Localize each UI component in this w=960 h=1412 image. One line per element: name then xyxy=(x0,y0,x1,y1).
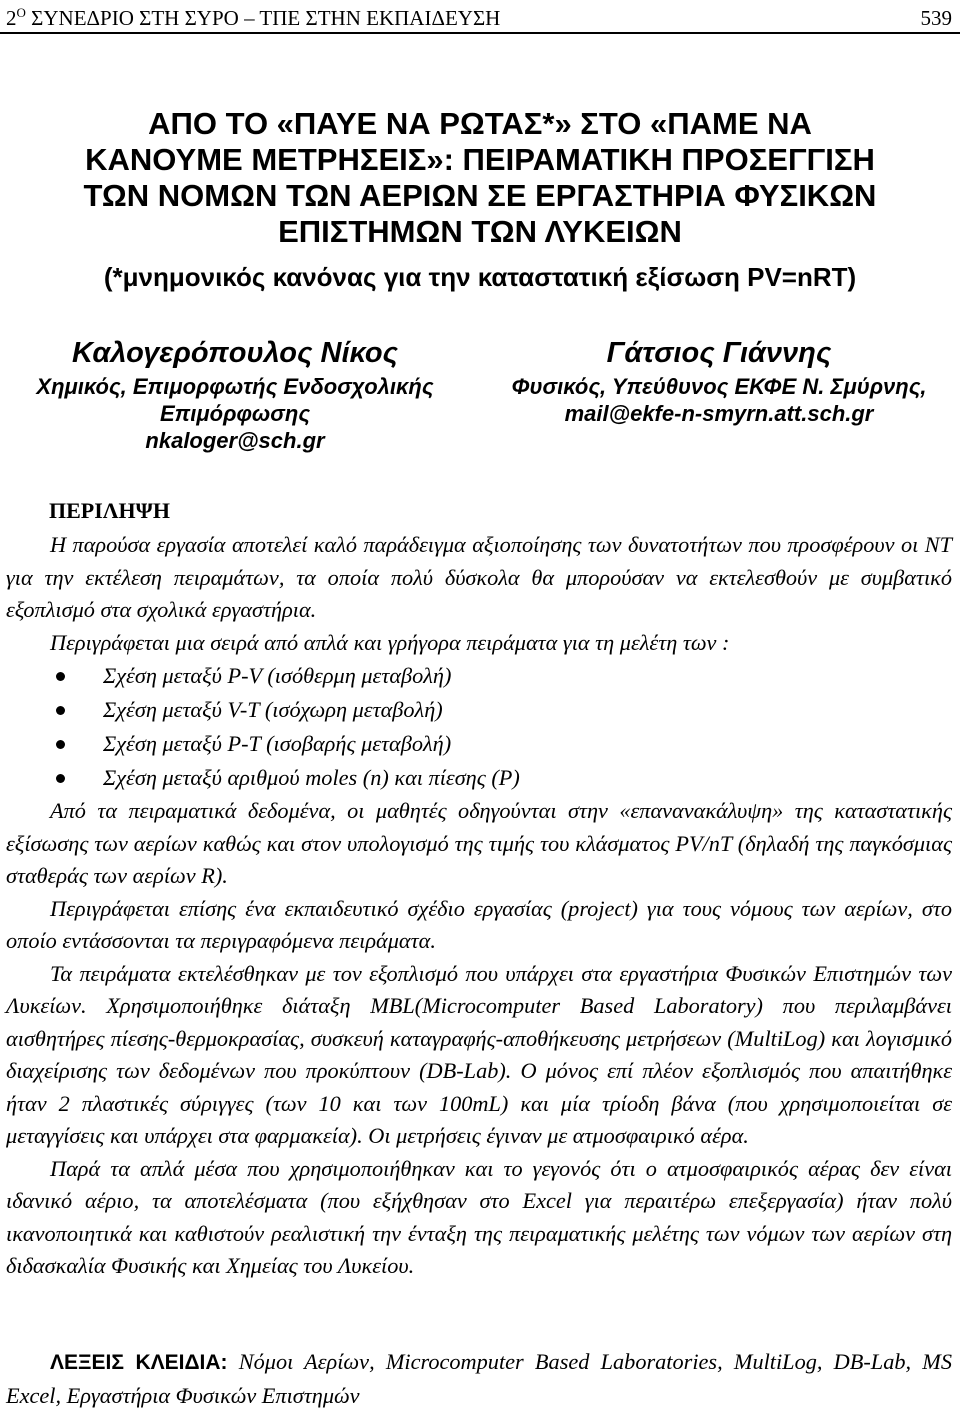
author-name: Γάτσιος Γιάννης xyxy=(606,337,832,369)
list-item xyxy=(6,727,952,761)
abstract-paragraph: Τα πειράματα εκτελέσθηκαν με τον εξοπλισμό που υπάρχει στα εργαστήρια Φυσικών Επιστημών των Λυκείων. Χρησιμοποιήθηκε διάταξη MBL(Microcomputer Based Laboratory) που περιλαμβάνει αισθητήρες πίεσης-θερμοκρασίας, συσκευή καταγραφής-αποθήκευσης μετρήσεων (MultiLog) και λογισμικό διαχείρισης των δεδομένων που προκύπτουν (DB-Lab). Ο μόνος επί πλέον εξοπλισμός που απαιτήθηκε ήταν 2 πλαστικές σύριγγες (των 10 και των 100mL) και μία τρίοδη βάνα (που χρησιμοποιείται σε μεταγγίσεις και υπάρχει στα φαρμακεία). Οι μετρήσεις έγιναν με ατμοσφαιρικό αέρα. xyxy=(6,960,952,1148)
abstract-heading: ΠΕΡΙΛΗΨΗ xyxy=(49,498,170,523)
bullet-icon xyxy=(56,672,65,681)
list-item-text: Σχέση μεταξύ V-T (ισόχωρη μεταβολή) xyxy=(103,697,443,722)
bullet-icon xyxy=(56,774,65,783)
abstract-paragraph: Περιγράφεται μια σειρά από απλά και γρήγορα πειράματα για τη μελέτη των : xyxy=(50,629,730,655)
list-item-text: Σχέση μεταξύ P-V (ισόθερμη μεταβολή) xyxy=(103,663,452,688)
conference-number: 2 xyxy=(6,6,17,30)
list-item xyxy=(6,659,952,693)
keywords xyxy=(6,1346,952,1412)
keywords-label: ΛΕΞΕΙΣ ΚΛΕΙΔΙΑ: xyxy=(50,1351,228,1374)
keywords-text: Νόμοι Αερίων, Microcomputer Based Laboratories, MultiLog, DB-Lab, MS Excel, Εργαστήρια Φυσικών Επιστημών xyxy=(6,1349,952,1408)
author-email: nkaloger@sch.gr xyxy=(145,428,325,453)
author-name: Καλογερόπουλος Νίκος xyxy=(72,337,398,369)
abstract-body xyxy=(6,529,952,1283)
running-header xyxy=(6,4,952,30)
list-item xyxy=(6,693,952,727)
abstract-paragraph: Περιγράφεται επίσης ένα εκπαιδευτικό σχέδιο εργασίας (project) για τους νόμους των αερίων, στο οποίο εντάσσονται τα περιγραφόμενα πειράματα. xyxy=(6,895,952,953)
conference-title: ΣΥΝΕΔΡΙΟ ΣΤΗ ΣΥΡΟ – ΤΠΕ ΣΤΗΝ ΕΚΠΑΙΔΕΥΣΗ xyxy=(25,6,501,30)
author-affiliation: Επιμόρφωσης xyxy=(159,401,311,426)
paper-title xyxy=(0,106,960,250)
bullet-icon xyxy=(56,706,65,715)
conference-name xyxy=(6,6,500,30)
author-block-2 xyxy=(478,336,960,427)
author-affiliation: Χημικός, Επιμορφωτής Ενδοσχολικής xyxy=(36,374,434,399)
author-block-1 xyxy=(0,336,470,454)
list-item xyxy=(6,761,952,795)
title-line: ΚΑΝΟΥΜΕ ΜΕΤΡΗΣΕΙΣ»: ΠΕΙΡΑΜΑΤΙΚΗ ΠΡΟΣΕΓΓΙΣΗ xyxy=(85,142,875,177)
header-rule xyxy=(0,32,960,34)
abstract-paragraph: Η παρούσα εργασία αποτελεί καλό παράδειγμα αξιοποίησης των δυνατοτήτων που προσφέρουν οι ΝΤ για την εκτέλεση πειραμάτων, τα οποία πολύ δύσκολα θα μπορούσαν να εκτελεσθούν με συμβατικό εξοπλισμό στα σχολικά εργαστήρια. xyxy=(6,532,952,622)
conference-ordinal: Ο xyxy=(16,5,26,20)
page-number: 539 xyxy=(920,6,952,30)
title-line: ΤΩΝ ΝΟΜΩΝ ΤΩΝ ΑΕΡΙΩΝ ΣΕ ΕΡΓΑΣΤΗΡΙΑ ΦΥΣΙΚΩΝ xyxy=(83,178,877,213)
list-item-text: Σχέση μεταξύ αριθμού moles (n) και πίεσης (P) xyxy=(103,765,520,790)
title-line: ΕΠΙΣΤΗΜΩΝ ΤΩΝ ΛΥΚΕΙΩΝ xyxy=(278,214,682,249)
list-item-text: Σχέση μεταξύ P-T (ισοβαρής μεταβολή) xyxy=(103,731,452,756)
experiment-list xyxy=(6,659,952,795)
author-affiliation: Φυσικός, Υπεύθυνος ΕΚΦΕ Ν. Σμύρνης, xyxy=(511,374,927,399)
title-mnemonic-note: (*μνημονικός κανόνας για την καταστατική εξίσωση PV=nRT) xyxy=(103,262,857,292)
author-email: mail@ekfe-n-smyrn.att.sch.gr xyxy=(564,401,874,426)
abstract-paragraph: Παρά τα απλά μέσα που χρησιμοποιήθηκαν και το γεγονός ότι ο ατμοσφαιρικός αέρας δεν είναι ιδανικό αέριο, τα αποτελέσματα (που εξήχθησαν στο Excel για περαιτέρω επεξεργασία) ήταν πολύ ικανοποιητικά και καθιστούν ρεαλιστική την ένταξη της πειραματικής μελέτης των νόμων των αερίων στη διδασκαλία Φυσικής και Χημείας του Λυκείου. xyxy=(6,1155,952,1278)
title-line: ΑΠΟ ΤΟ «ΠΑΥΕ ΝΑ ΡΩΤΑΣ*» ΣΤΟ «ΠΑΜΕ ΝΑ xyxy=(148,106,812,141)
bullet-icon xyxy=(56,740,65,749)
abstract-paragraph: Από τα πειραματικά δεδομένα, οι μαθητές οδηγούνται στην «επανανακάλυψη» της καταστατικής εξίσωσης των αερίων καθώς και στον υπολογισμό της τιμής του κλάσματος PV/nT (δηλαδή της παγκόσμιας σταθεράς των αερίων R). xyxy=(6,798,952,888)
